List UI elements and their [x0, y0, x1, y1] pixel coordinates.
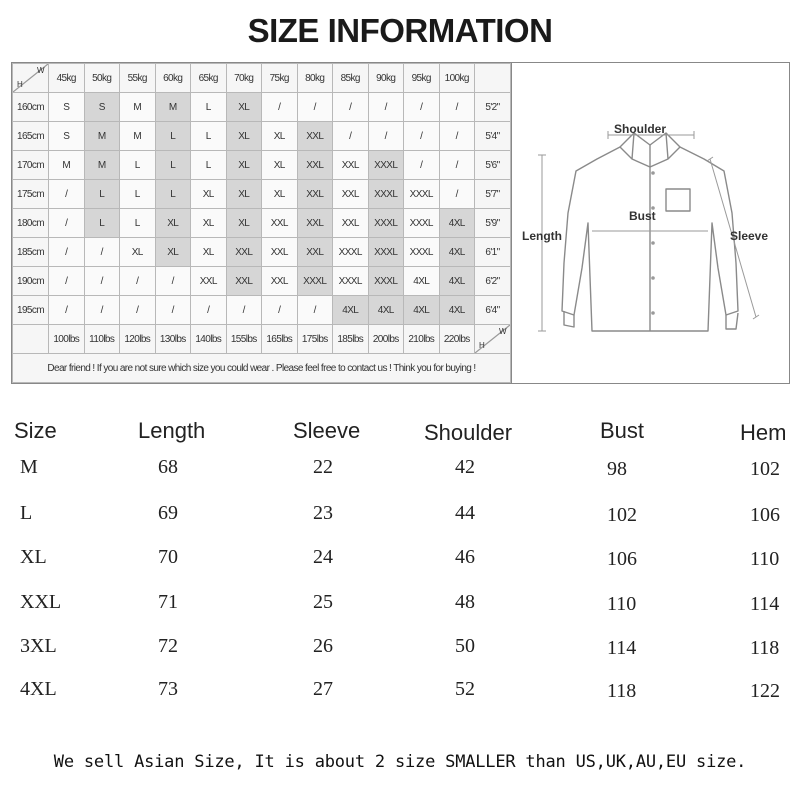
measure-value-cell: 118: [607, 680, 637, 702]
measure-value-cell: 114: [607, 637, 637, 659]
weight-kg-cell: 100kg: [439, 64, 475, 93]
size-cell: 4XL: [404, 296, 440, 325]
size-cell: L: [120, 180, 156, 209]
size-cell: S: [49, 93, 85, 122]
size-cell: /: [120, 296, 156, 325]
height-ft-cell: 6'1": [475, 238, 511, 267]
size-cell: 4XL: [368, 296, 404, 325]
size-cell: /: [49, 296, 85, 325]
size-cell: L: [155, 151, 191, 180]
size-cell: XXL: [297, 122, 333, 151]
measure-size-cell: L: [20, 502, 33, 524]
size-cell: /: [333, 93, 369, 122]
size-cell: /: [155, 296, 191, 325]
measure-value-cell: 110: [607, 593, 637, 615]
size-cell: /: [49, 238, 85, 267]
size-cell: XXL: [262, 209, 298, 238]
size-cell: XXL: [226, 267, 262, 296]
size-cell: M: [84, 151, 120, 180]
size-chart-row: [13, 238, 511, 267]
size-cell: XXXL: [333, 267, 369, 296]
height-ft-cell: 6'4": [475, 296, 511, 325]
measure-value-cell: 73: [158, 678, 178, 700]
size-cell: XXL: [297, 238, 333, 267]
corner-weight-label: W: [37, 66, 44, 75]
size-cell: /: [84, 238, 120, 267]
size-chart-row: [13, 122, 511, 151]
measure-value-cell: 68: [158, 456, 178, 478]
size-cell: M: [120, 93, 156, 122]
shirt-outline: [512, 63, 789, 383]
weight-lbs-cell: 210lbs: [404, 325, 440, 354]
measure-value-cell: 70: [158, 546, 178, 568]
size-cell: XL: [191, 209, 227, 238]
measure-header-length: Length: [138, 418, 206, 443]
height-cm-cell: 165cm: [13, 122, 49, 151]
measure-value-cell: 102: [750, 458, 780, 480]
size-chart-row: [13, 93, 511, 122]
measure-value-cell: 114: [750, 593, 780, 615]
size-cell: /: [439, 122, 475, 151]
weight-kg-cell: 45kg: [49, 64, 85, 93]
corner-height-label: H: [17, 80, 23, 89]
size-chart-row: [13, 267, 511, 296]
size-cell: XXL: [226, 238, 262, 267]
size-cell: L: [120, 151, 156, 180]
measure-value-cell: 23: [313, 502, 333, 524]
height-ft-cell: 5'9": [475, 209, 511, 238]
size-cell: L: [155, 122, 191, 151]
weight-lbs-cell: 165lbs: [262, 325, 298, 354]
size-cell: XL: [262, 180, 298, 209]
weight-lbs-cell: 110lbs: [84, 325, 120, 354]
size-cell: XXXL: [404, 238, 440, 267]
size-cell: /: [404, 151, 440, 180]
measure-value-cell: 110: [750, 548, 780, 570]
measure-size-cell: XXL: [20, 591, 62, 613]
measure-value-cell: 22: [313, 456, 333, 478]
size-cell: XL: [191, 238, 227, 267]
weight-lbs-cell: 100lbs: [49, 325, 85, 354]
weight-kg-cell: 55kg: [120, 64, 156, 93]
measure-value-cell: 46: [455, 546, 475, 568]
shoulder-label: Shoulder: [614, 122, 667, 136]
weight-kg-cell: 80kg: [297, 64, 333, 93]
size-chart-row: [13, 180, 511, 209]
chart-note: Dear friend ! If you are not sure which size you could wear . Please feel free to contact us ! Think you for buying !: [13, 354, 511, 383]
size-cell: L: [120, 209, 156, 238]
size-chart: [11, 62, 511, 384]
size-cell: XXXL: [404, 180, 440, 209]
size-cell: XL: [226, 180, 262, 209]
size-cell: XL: [262, 122, 298, 151]
measure-value-cell: 118: [750, 637, 780, 659]
size-cell: 4XL: [439, 238, 475, 267]
page-title: SIZE INFORMATION: [247, 12, 553, 49]
measure-value-cell: 71: [158, 591, 178, 613]
size-cell: XXXL: [368, 238, 404, 267]
height-cm-cell: 160cm: [13, 93, 49, 122]
height-cm-cell: 195cm: [13, 296, 49, 325]
shirt-diagram: [511, 62, 790, 384]
measure-header-shoulder: Shoulder: [424, 420, 513, 445]
weight-kg-cell: 70kg: [226, 64, 262, 93]
height-ft-cell: 5'4": [475, 122, 511, 151]
size-cell: S: [84, 93, 120, 122]
size-cell: L: [155, 180, 191, 209]
size-chart-row: [13, 151, 511, 180]
measure-value-cell: 102: [607, 504, 637, 526]
weight-kg-row: [13, 64, 511, 93]
corner-cell-top: [13, 64, 49, 93]
size-cell: S: [49, 122, 85, 151]
measure-value-cell: 26: [313, 635, 333, 657]
size-cell: 4XL: [333, 296, 369, 325]
size-cell: XXXL: [404, 209, 440, 238]
measure-size-cell: 3XL: [20, 635, 57, 657]
footer-note: We sell Asian Size, It is about 2 size SMALLER than US,UK,AU,EU size.: [53, 752, 747, 772]
size-cell: XL: [226, 122, 262, 151]
measurement-table: [0, 408, 800, 708]
weight-kg-cell: 60kg: [155, 64, 191, 93]
weight-kg-cell: 75kg: [262, 64, 298, 93]
size-cell: XL: [226, 151, 262, 180]
corner-weight-label: W: [499, 327, 506, 336]
sleeve-label: Sleeve: [730, 229, 769, 243]
size-cell: XXL: [297, 180, 333, 209]
weight-kg-cell: 95kg: [404, 64, 440, 93]
size-cell: M: [49, 151, 85, 180]
size-cell: /: [49, 180, 85, 209]
size-cell: XXL: [297, 151, 333, 180]
size-chart-row: [13, 296, 511, 325]
weight-kg-cell: 90kg: [368, 64, 404, 93]
size-cell: /: [84, 296, 120, 325]
size-cell: XXXL: [368, 180, 404, 209]
size-cell: XL: [191, 180, 227, 209]
measure-value-cell: 48: [455, 591, 475, 613]
size-cell: XXXL: [368, 267, 404, 296]
measure-size-cell: 4XL: [20, 678, 57, 700]
weight-lbs-cell: 220lbs: [439, 325, 475, 354]
measure-value-cell: 42: [455, 456, 475, 478]
size-cell: XXL: [333, 180, 369, 209]
size-cell: XXL: [262, 238, 298, 267]
height-ft-cell: 5'6": [475, 151, 511, 180]
weight-lbs-cell: 200lbs: [368, 325, 404, 354]
size-cell: XXL: [191, 267, 227, 296]
height-ft-cell: 5'7": [475, 180, 511, 209]
empty-cell: [475, 64, 511, 93]
size-cell: XXXL: [297, 267, 333, 296]
weight-lbs-cell: 120lbs: [120, 325, 156, 354]
size-cell: L: [84, 180, 120, 209]
measure-header-hem: Hem: [740, 420, 787, 445]
size-cell: XL: [120, 238, 156, 267]
height-cm-cell: 175cm: [13, 180, 49, 209]
size-cell: /: [226, 296, 262, 325]
size-cell: /: [49, 267, 85, 296]
size-chart-table: [12, 63, 511, 383]
size-cell: /: [439, 93, 475, 122]
measure-value-cell: 98: [607, 458, 627, 480]
size-cell: L: [191, 122, 227, 151]
measure-value-cell: 72: [158, 635, 178, 657]
length-label: Length: [522, 229, 562, 243]
size-cell: /: [368, 93, 404, 122]
measure-size-cell: XL: [20, 546, 47, 568]
size-chart-row: [13, 209, 511, 238]
size-cell: /: [297, 93, 333, 122]
height-cm-cell: 170cm: [13, 151, 49, 180]
measure-header-bust: Bust: [600, 418, 645, 443]
size-cell: XXXL: [368, 151, 404, 180]
height-ft-cell: 6'2": [475, 267, 511, 296]
size-cell: XL: [226, 209, 262, 238]
size-cell: 4XL: [439, 267, 475, 296]
size-cell: /: [439, 180, 475, 209]
size-cell: /: [49, 209, 85, 238]
size-cell: /: [368, 122, 404, 151]
weight-lbs-cell: 175lbs: [297, 325, 333, 354]
weight-lbs-cell: 130lbs: [155, 325, 191, 354]
size-cell: /: [155, 267, 191, 296]
measure-header-sleeve: Sleeve: [293, 418, 361, 443]
size-cell: L: [191, 93, 227, 122]
size-cell: XL: [155, 209, 191, 238]
weight-kg-cell: 85kg: [333, 64, 369, 93]
measure-value-cell: 24: [313, 546, 333, 568]
size-cell: 4XL: [439, 209, 475, 238]
size-cell: XXL: [333, 151, 369, 180]
measure-value-cell: 106: [750, 504, 780, 526]
size-cell: M: [155, 93, 191, 122]
measure-value-cell: 44: [455, 502, 475, 524]
size-cell: XL: [226, 93, 262, 122]
size-cell: /: [333, 122, 369, 151]
measure-value-cell: 25: [313, 591, 333, 613]
size-cell: XL: [155, 238, 191, 267]
corner-height-label: H: [479, 341, 485, 350]
size-cell: L: [84, 209, 120, 238]
height-ft-cell: 5'2": [475, 93, 511, 122]
measure-value-cell: 106: [607, 548, 637, 570]
weight-kg-cell: 65kg: [191, 64, 227, 93]
size-cell: XL: [262, 151, 298, 180]
size-cell: 4XL: [439, 296, 475, 325]
size-cell: /: [120, 267, 156, 296]
size-cell: /: [297, 296, 333, 325]
size-cell: XXXL: [333, 238, 369, 267]
size-cell: L: [191, 151, 227, 180]
size-cell: /: [262, 296, 298, 325]
measure-value-cell: 69: [158, 502, 178, 524]
height-cm-cell: 185cm: [13, 238, 49, 267]
bust-label: Bust: [629, 209, 656, 223]
measure-value-cell: 27: [313, 678, 333, 700]
weight-lbs-cell: 185lbs: [333, 325, 369, 354]
size-cell: /: [404, 122, 440, 151]
size-cell: /: [84, 267, 120, 296]
measure-value-cell: 50: [455, 635, 475, 657]
weight-lbs-cell: 155lbs: [226, 325, 262, 354]
size-cell: XXL: [262, 267, 298, 296]
size-cell: /: [439, 151, 475, 180]
size-cell: M: [120, 122, 156, 151]
size-cell: XXL: [297, 209, 333, 238]
size-cell: /: [404, 93, 440, 122]
corner-cell-bottom: [475, 325, 511, 354]
size-cell: M: [84, 122, 120, 151]
weight-lbs-cell: 140lbs: [191, 325, 227, 354]
measure-header-size: Size: [14, 418, 57, 443]
measure-value-cell: 122: [750, 680, 780, 702]
size-cell: /: [262, 93, 298, 122]
weight-lbs-row: [13, 325, 511, 354]
note-row: [13, 354, 511, 383]
size-cell: XXL: [333, 209, 369, 238]
size-cell: XXXL: [368, 209, 404, 238]
empty-cell: [13, 325, 49, 354]
size-cell: /: [191, 296, 227, 325]
height-cm-cell: 180cm: [13, 209, 49, 238]
size-cell: 4XL: [404, 267, 440, 296]
measure-value-cell: 52: [455, 678, 475, 700]
weight-kg-cell: 50kg: [84, 64, 120, 93]
measure-size-cell: M: [20, 456, 38, 478]
height-cm-cell: 190cm: [13, 267, 49, 296]
